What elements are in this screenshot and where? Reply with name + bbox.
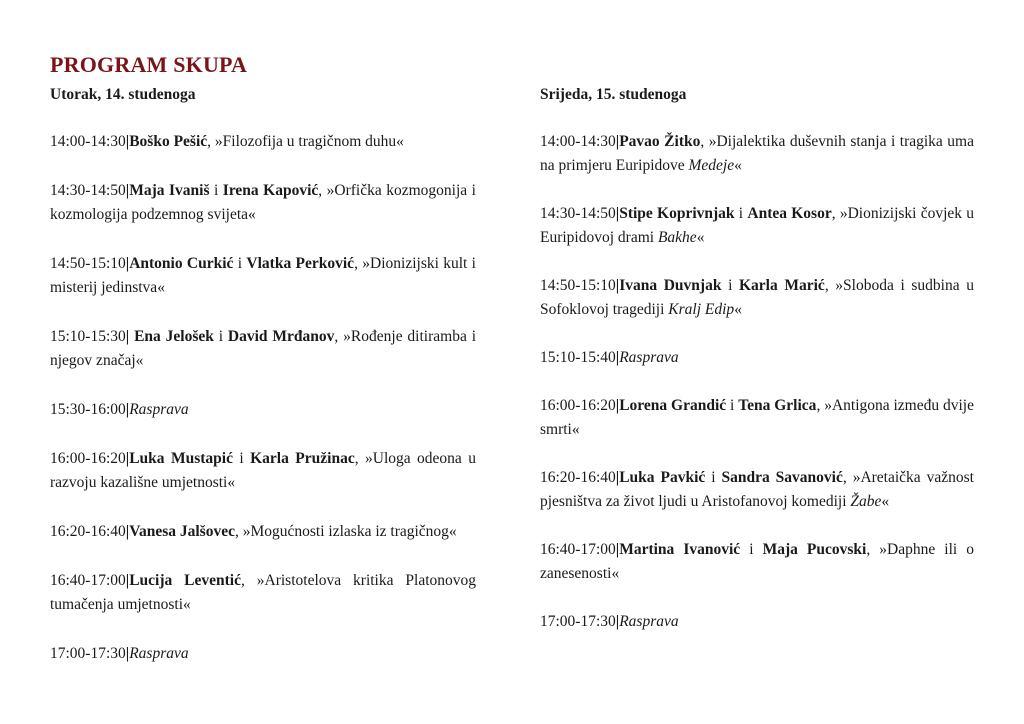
session-time: 17:00-17:30	[540, 613, 616, 630]
session-text: , »Daphne ili o zanesenosti«	[540, 541, 974, 582]
italic-text: Rasprava	[619, 349, 679, 366]
speaker-name: Karla Marić	[739, 277, 825, 294]
session-entry	[50, 252, 476, 300]
time-separator: |	[615, 397, 620, 414]
session-time: 14:30-14:50	[50, 182, 126, 199]
italic-text: Kralj Edip	[668, 301, 735, 318]
schedule-day-tuesday	[50, 84, 476, 691]
session-text: «	[881, 493, 890, 510]
speaker-name: Antea Kosor	[747, 205, 832, 222]
session-text: , »Dionizijski kult i misterij jedinstva«	[50, 255, 476, 296]
time-separator: |	[125, 450, 130, 467]
session-text: , »Dijalektika duševnih stanja i tragika uma na primjeru Euripidove	[540, 133, 974, 174]
session-text: , »Filozofija u tragičnom duhu«	[207, 133, 404, 150]
session-entry	[540, 466, 974, 514]
session-text: i	[721, 277, 739, 294]
session-time: 14:00-14:30	[50, 133, 126, 150]
session-text: «	[696, 229, 705, 246]
speaker-name: Sandra Savanović	[721, 469, 843, 486]
session-entry	[50, 642, 476, 666]
session-time: 14:30-14:50	[540, 205, 616, 222]
time-separator: |	[615, 613, 620, 630]
session-entry	[50, 569, 476, 617]
session-entry	[540, 346, 974, 370]
session-time: 15:30-16:00	[50, 401, 126, 418]
session-text: , »Antigona između dvije smrti«	[540, 397, 974, 438]
speaker-name: Ivana Duvnjak	[619, 277, 722, 294]
speaker-name: Boško Pešić	[129, 133, 208, 150]
day-heading: Srijeda, 15. studenoga	[540, 86, 687, 103]
speaker-name: David Mrđanov	[227, 328, 335, 345]
session-text: i	[734, 205, 748, 222]
session-entry	[50, 520, 476, 544]
italic-text: Rasprava	[129, 401, 189, 418]
time-separator: |	[615, 349, 620, 366]
time-separator: |	[615, 541, 620, 558]
session-entry	[50, 398, 476, 422]
session-time: 16:20-16:40	[540, 469, 616, 486]
time-separator: |	[615, 277, 620, 294]
session-entry	[540, 610, 974, 634]
day-heading: Utorak, 14. studenoga	[50, 86, 196, 103]
time-separator: |	[125, 328, 130, 345]
session-text: , »Orfička kozmogonija i kozmologija podzemnog svijeta«	[50, 182, 476, 223]
time-separator: |	[125, 645, 130, 662]
session-entry	[540, 538, 974, 586]
italic-text: Bakhe	[657, 229, 697, 246]
schedule-day-wednesday	[540, 84, 974, 658]
time-separator: |	[125, 401, 130, 418]
session-entry	[540, 394, 974, 442]
session-text: i	[740, 541, 763, 558]
session-text: , »Uloga odeona u razvoju kazališne umjetnosti«	[50, 450, 476, 491]
session-time: 16:00-16:20	[540, 397, 616, 414]
session-time: 16:20-16:40	[50, 523, 126, 540]
speaker-name: Ena Jelošek	[129, 328, 214, 345]
session-text: i	[213, 328, 228, 345]
time-separator: |	[125, 523, 130, 540]
session-time: 15:10-15:30	[50, 328, 126, 345]
speaker-name: Stipe Koprivnjak	[619, 205, 735, 222]
speaker-name: Antonio Curkić	[129, 255, 234, 272]
session-entry	[50, 130, 476, 154]
speaker-name: Karla Pružinac	[250, 450, 355, 467]
time-separator: |	[125, 255, 130, 272]
session-time: 16:40-17:00	[540, 541, 616, 558]
speaker-name: Martina Ivanović	[619, 541, 741, 558]
session-list	[50, 130, 476, 666]
session-text: «	[734, 157, 742, 174]
italic-text: Rasprava	[129, 645, 189, 662]
speaker-name: Lorena Grandić	[619, 397, 727, 414]
session-time: 14:00-14:30	[540, 133, 616, 150]
time-separator: |	[615, 469, 620, 486]
time-separator: |	[125, 572, 130, 589]
session-entry	[540, 274, 974, 322]
speaker-name: Maja Pucovski	[762, 541, 867, 558]
session-text: , »Aretaička važnost pjesništva za život ljudi u Aristofanovoj komediji	[540, 469, 974, 510]
session-time: 14:50-15:10	[540, 277, 616, 294]
speaker-name: Pavao Žitko	[619, 133, 701, 150]
speaker-name: Tena Grlica	[738, 397, 817, 414]
time-separator: |	[125, 182, 130, 199]
session-text: i	[726, 397, 739, 414]
session-text: , »Mogućnosti izlaska iz tragičnog«	[234, 523, 457, 540]
speaker-name: Vlatka Perković	[246, 255, 355, 272]
session-time: 15:10-15:40	[540, 349, 616, 366]
italic-text: Medeje	[688, 157, 735, 174]
session-text: , »Dionizijski čovjek u Euripidovoj drami	[540, 205, 975, 246]
session-text: i	[233, 255, 247, 272]
speaker-name: Vanesa Jalšovec	[129, 523, 235, 540]
session-text: i	[232, 450, 251, 467]
session-text: , »Sloboda i sudbina u Sofoklovoj tragediji	[540, 277, 974, 318]
session-time: 16:40-17:00	[50, 572, 126, 589]
session-list	[540, 130, 974, 634]
session-time: 17:00-17:30	[50, 645, 126, 662]
time-separator: |	[125, 133, 130, 150]
session-time: 14:50-15:10	[50, 255, 126, 272]
session-entry	[540, 202, 974, 250]
session-entry	[50, 325, 476, 373]
session-entry	[540, 130, 974, 178]
session-text: , »Aristotelova kritika Platonovog tumačenja umjetnosti«	[50, 572, 476, 613]
page-title: PROGRAM SKUPA	[50, 52, 248, 77]
session-entry	[50, 447, 476, 495]
time-separator: |	[615, 133, 620, 150]
italic-text: Žabe	[850, 493, 882, 510]
speaker-name: Luka Pavkić	[619, 469, 706, 486]
session-text: , »Rođenje ditiramba i njegov značaj«	[50, 328, 477, 369]
speaker-name: Maja Ivaniš	[129, 182, 210, 199]
italic-text: Rasprava	[619, 613, 679, 630]
session-text: i	[705, 469, 722, 486]
session-text: «	[734, 301, 742, 318]
speaker-name: Lucija Leventić	[129, 572, 241, 589]
session-time: 16:00-16:20	[50, 450, 126, 467]
session-text: i	[209, 182, 223, 199]
speaker-name: Irena Kapović	[222, 182, 319, 199]
speaker-name: Luka Mustapić	[129, 450, 233, 467]
session-entry	[50, 179, 476, 227]
time-separator: |	[615, 205, 620, 222]
